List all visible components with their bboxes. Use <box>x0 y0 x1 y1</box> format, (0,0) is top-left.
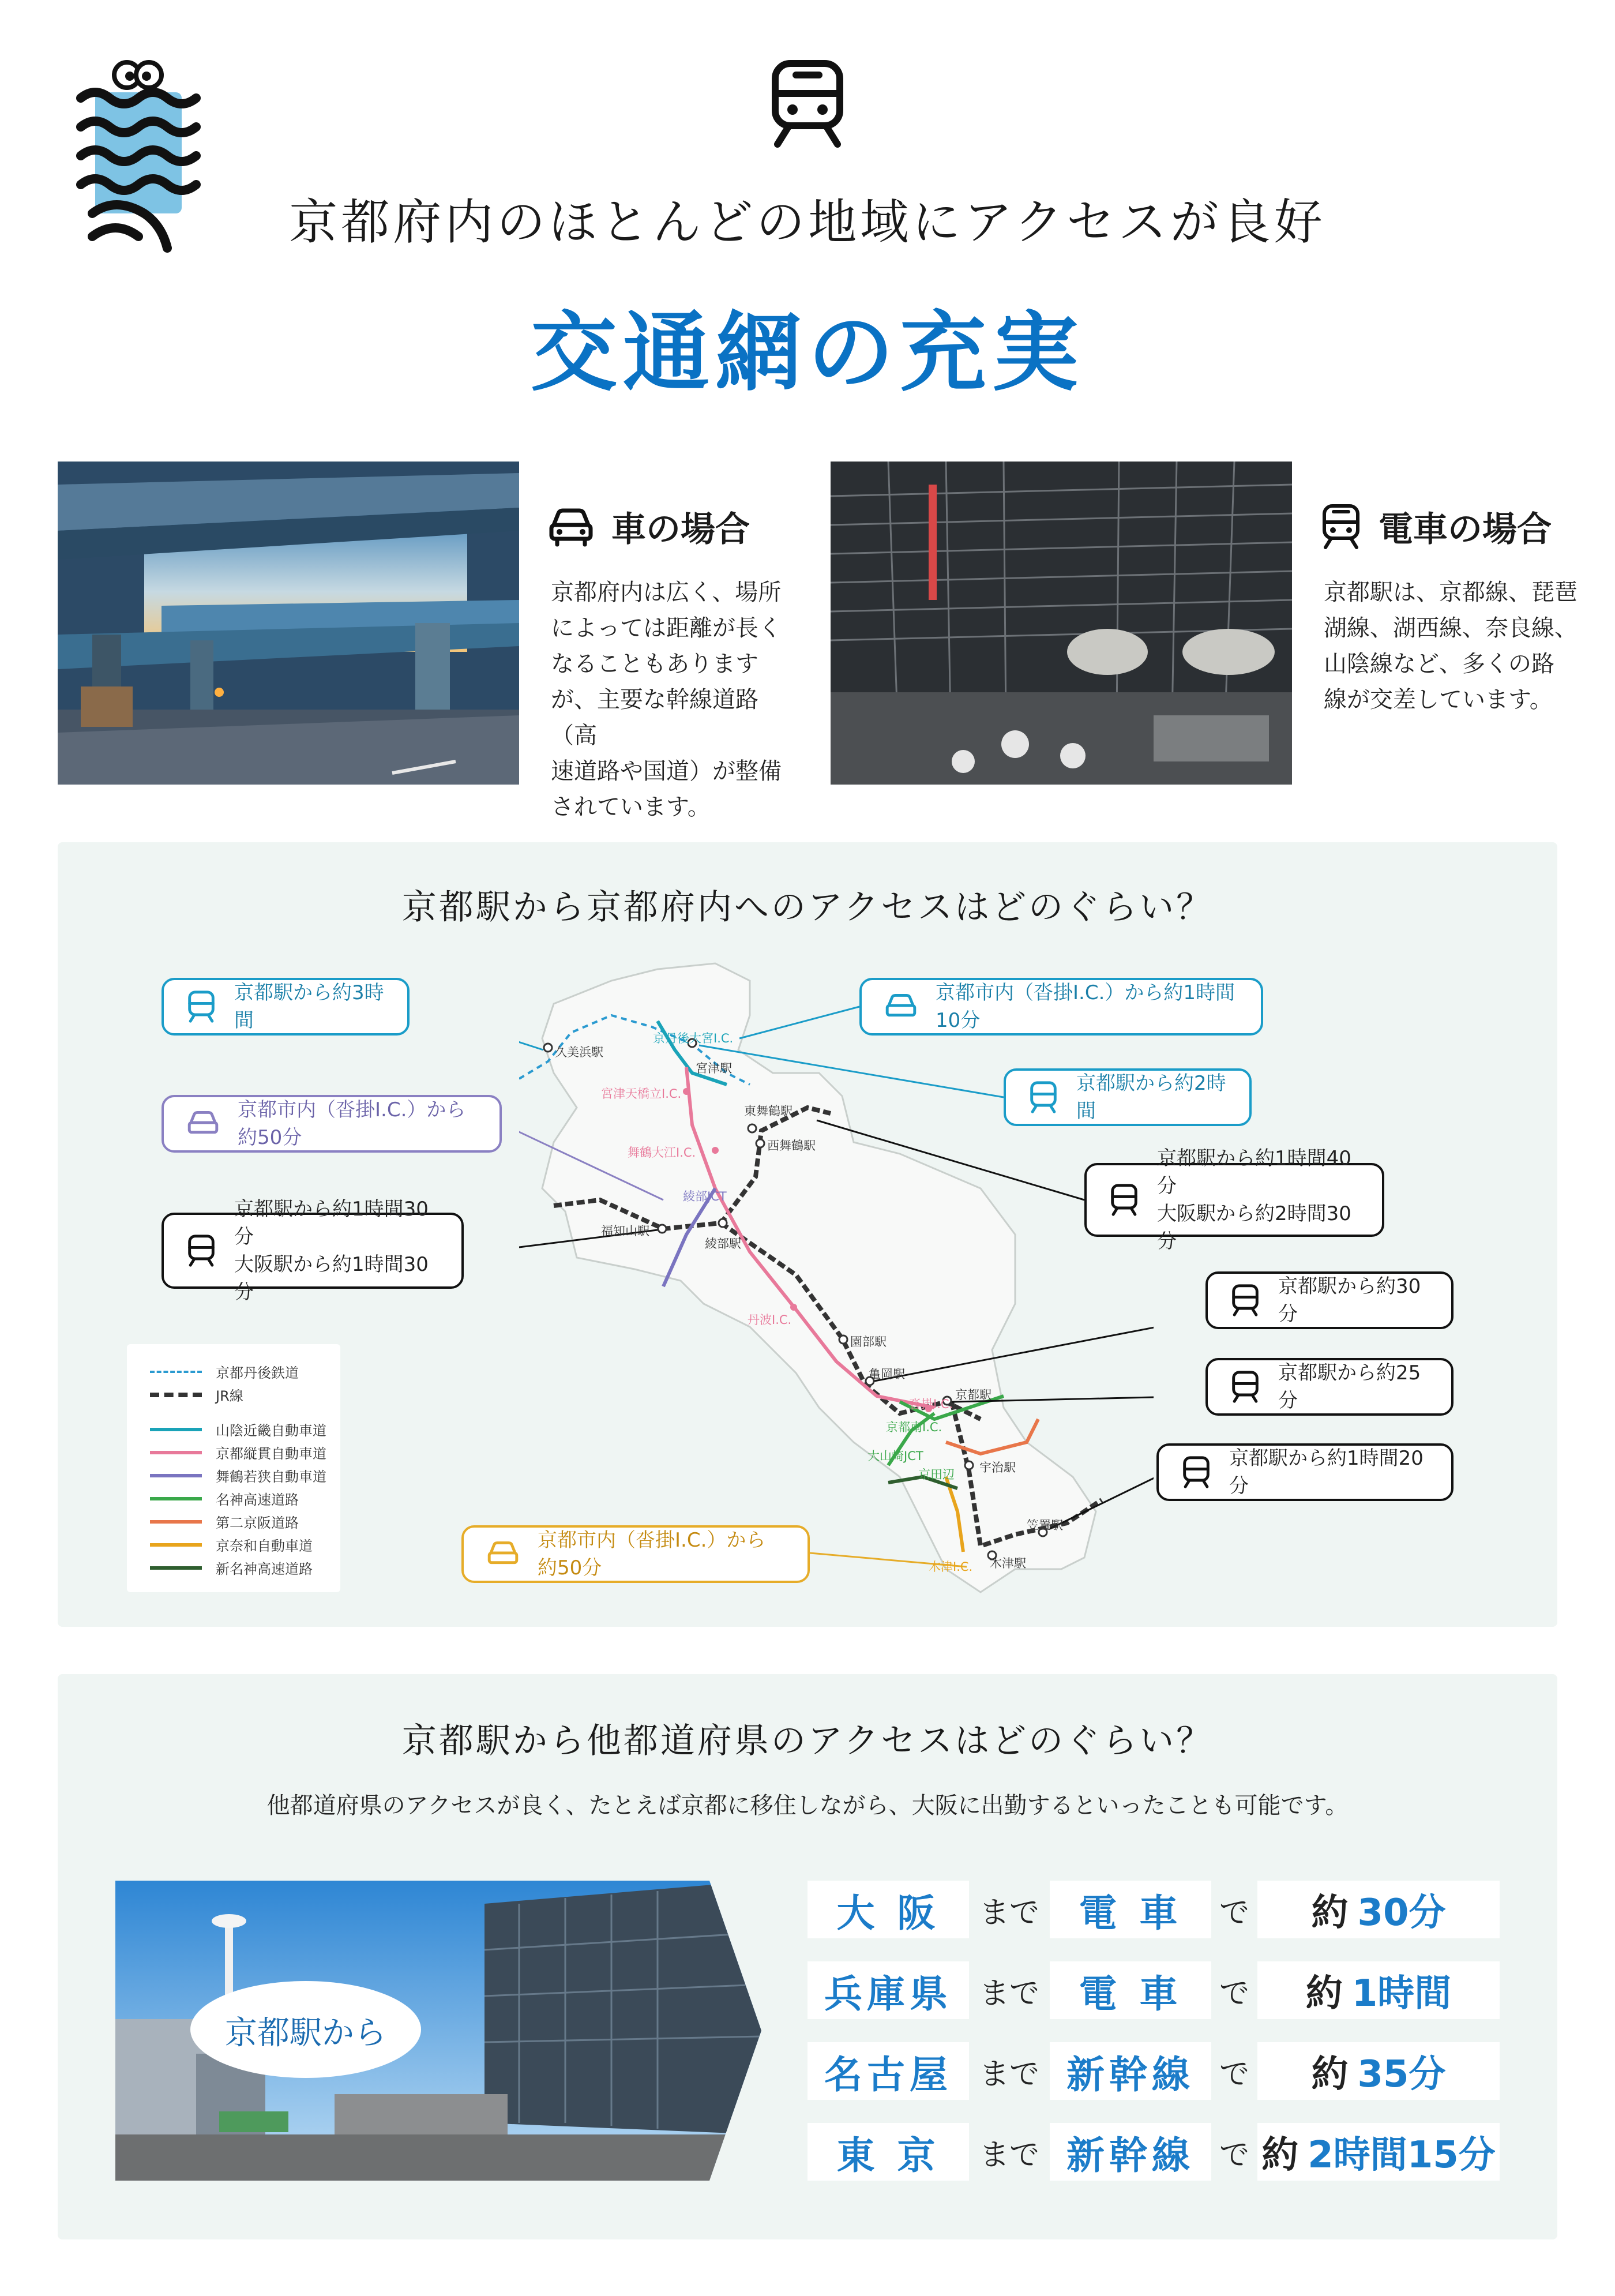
car-section-description <box>551 575 793 825</box>
legend-item: 京奈和自動車道 <box>150 1535 313 1555</box>
desc-line: なることもあります <box>551 651 758 677</box>
dest-tokyo: 東 京 <box>807 2123 969 2181</box>
callout-text: 京都市内（沓掛I.C.）から約1時間10分 <box>936 981 1235 1032</box>
map-label-miyazu: 宮津駅 <box>696 1061 732 1075</box>
mode-tokyo: 新幹線 <box>1050 2123 1211 2181</box>
car-icon <box>885 992 917 1021</box>
map-label-kumihama: 久美浜駅 <box>555 1045 603 1059</box>
joiner-made: まで <box>979 2057 1039 2092</box>
callout-kyotango-car <box>859 978 1263 1036</box>
time-prefix: 約 <box>1311 2053 1349 2096</box>
callout-text: 京都駅から約1時間30分 <box>234 1198 429 1248</box>
joiner-made: まで <box>979 1895 1039 1930</box>
highway-photo <box>58 462 519 785</box>
desc-line: によっては距離が長く <box>551 615 782 641</box>
car-icon <box>187 1109 219 1138</box>
map-label-fukuchiyama: 福知山駅 <box>601 1224 649 1238</box>
time-value: 2時間15分 <box>1308 2134 1496 2177</box>
train-icon <box>1231 1371 1260 1403</box>
time-prefix: 約 <box>1311 1892 1349 1934</box>
train-icon <box>1110 1184 1139 1216</box>
train-icon <box>187 991 216 1023</box>
map-label-kyotanabe: 京田辺 <box>918 1468 955 1481</box>
map-label-kameoka: 亀岡駅 <box>869 1367 905 1381</box>
train-section-title: 電車の場合 <box>1379 509 1552 550</box>
desc-line: 山陰線など、多くの路 <box>1324 651 1554 677</box>
map-label-maizuruoe: 舞鶴大江I.C. <box>628 1146 696 1160</box>
access-panel-title: 京都駅から他都道府県のアクセスはどのぐらい？ <box>401 1721 1214 1761</box>
callout-text: 大阪駅から約1時間30分 <box>234 1253 429 1304</box>
callout-kameoka <box>1205 1358 1453 1416</box>
desc-line: 線が交差しています。 <box>1324 686 1553 713</box>
map-label-higashimaizuru: 東舞鶴駅 <box>744 1104 793 1118</box>
dest-osaka: 大 阪 <box>807 1881 969 1938</box>
time-value: 30分 <box>1357 1892 1446 1934</box>
map-label-nishimaizuru: 西舞鶴駅 <box>767 1139 816 1153</box>
station-interior-photo <box>831 462 1292 785</box>
car-section-heading <box>548 502 750 552</box>
desc-line: 京都駅は、京都線、琵琶 <box>1324 579 1578 606</box>
mode-nagoya: 新幹線 <box>1050 2042 1211 2100</box>
train-section-heading <box>1321 502 1552 552</box>
callout-text: 大阪駅から約2時間30分 <box>1157 1202 1351 1253</box>
map-label-kyotango: 京丹後大宮I.C. <box>653 1031 734 1045</box>
car-icon <box>548 507 594 547</box>
callout-fukuchiyama <box>162 1198 464 1304</box>
map-label-kutsukake: 沓掛I.C. <box>909 1397 953 1411</box>
page-title: 交通網の充実 <box>530 303 1084 403</box>
map-label-tanba: 丹波I.C. <box>748 1313 792 1327</box>
callout-ayabe-car <box>162 1095 502 1153</box>
access-lead-text: 他都道府県のアクセスが良く、たとえば京都に移住しながら、大阪に出勤するといったことも可能です。 <box>266 1792 1349 1819</box>
callout-text: 京都駅から約25分 <box>1278 1361 1421 1412</box>
time-hyogo <box>1257 1961 1500 2019</box>
callout-text: 京都駅から約1時間40分 <box>1157 1147 1351 1198</box>
desc-line: 速道路や国道）が整備 <box>551 758 782 785</box>
callout-text: 京都駅から約1時間20分 <box>1229 1447 1424 1498</box>
callout-text: 京都駅から約3時間 <box>234 981 384 1032</box>
joiner-de: で <box>1219 2057 1249 2092</box>
car-section-title: 車の場合 <box>611 509 750 550</box>
time-value: 1時間 <box>1351 1972 1452 2015</box>
legend-item: 京都縦貫自動車道 <box>150 1442 326 1462</box>
train-icon <box>1182 1456 1211 1488</box>
callout-kasagi <box>1156 1443 1453 1501</box>
train-icon <box>767 58 848 150</box>
train-icon <box>1029 1081 1058 1113</box>
page-subtitle: 京都府内のほとんどの地域にアクセスが良好 <box>289 194 1326 250</box>
callout-kumihama <box>162 978 410 1036</box>
map-label-oyamazaki: 大山崎JCT <box>867 1449 923 1463</box>
time-osaka <box>1257 1881 1500 1938</box>
map-label-kyoto: 京都駅 <box>955 1388 991 1402</box>
map-label-amanohashidate: 宮津天橋立I.C. <box>601 1087 682 1101</box>
photo-caption: 京都駅から <box>225 2014 386 2052</box>
desc-line: 湖線、湖西線、奈良線、 <box>1324 615 1578 641</box>
train-icon <box>1321 504 1361 550</box>
map-label-ayabejct: 綾部JCT <box>683 1190 727 1203</box>
mode-hyogo: 電 車 <box>1050 1961 1211 2019</box>
callout-kizu-car <box>461 1525 810 1583</box>
desc-line: されています。 <box>551 794 711 820</box>
joiner-de: で <box>1219 1895 1249 1930</box>
callout-text: 京都市内（沓掛I.C.）から約50分 <box>538 1529 766 1580</box>
desc-line: 京都府内は広く、場所 <box>551 579 782 606</box>
joiner-de: で <box>1219 1976 1249 2011</box>
map-panel-title: 京都駅から京都府内へのアクセスはどのぐらい？ <box>401 887 1214 928</box>
map-label-kizu-ic: 木津I.C. <box>929 1560 973 1574</box>
legend-item: 第二京阪道路 <box>150 1511 299 1532</box>
train-section-description <box>1324 575 1578 718</box>
map-label-kasagi: 笠置駅 <box>1027 1518 1063 1532</box>
dest-hyogo: 兵庫県 <box>807 1961 969 2019</box>
dest-nagoya: 名古屋 <box>807 2042 969 2100</box>
joiner-made: まで <box>979 2137 1039 2173</box>
callout-text: 京都駅から約30分 <box>1278 1275 1421 1326</box>
mode-osaka: 電 車 <box>1050 1881 1211 1938</box>
time-tokyo <box>1257 2123 1500 2181</box>
time-prefix: 約 <box>1305 1972 1343 2015</box>
callout-text: 京都駅から約2時間 <box>1076 1072 1226 1123</box>
map-label-kizu: 木津駅 <box>990 1556 1026 1570</box>
callout-higashimaizuru <box>1084 1147 1384 1253</box>
joiner-made: まで <box>979 1976 1039 2011</box>
map-label-kyotominami: 京都南I.C. <box>886 1420 942 1434</box>
car-icon <box>487 1540 519 1569</box>
legend-item: 名神高速道路 <box>150 1488 299 1509</box>
callout-text: 京都市内（沓掛I.C.）から約50分 <box>238 1098 466 1149</box>
legend-item: 山陰近畿自動車道 <box>150 1419 326 1439</box>
map-label-sonobe: 園部駅 <box>850 1335 887 1349</box>
map-legend <box>127 1344 340 1592</box>
time-nagoya <box>1257 2042 1500 2100</box>
time-value: 35分 <box>1357 2053 1446 2096</box>
desc-line: が、主要な幹線道路（高 <box>551 686 758 749</box>
joiner-de: で <box>1219 2137 1249 2173</box>
kyoto-route-map <box>519 946 1154 1615</box>
time-prefix: 約 <box>1261 2134 1299 2177</box>
legend-item: JR線 <box>150 1385 243 1405</box>
callout-miyazu <box>1004 1068 1252 1126</box>
map-label-uji: 宇治駅 <box>979 1461 1016 1475</box>
callout-sonobe <box>1205 1271 1453 1329</box>
legend-item: 舞鶴若狭自動車道 <box>150 1465 326 1485</box>
train-icon <box>1231 1284 1260 1316</box>
legend-item: 京都丹後鉄道 <box>150 1361 299 1382</box>
legend-item: 新名神高速道路 <box>150 1558 313 1578</box>
train-icon <box>187 1235 216 1267</box>
map-label-ayabe: 綾部駅 <box>705 1237 741 1251</box>
